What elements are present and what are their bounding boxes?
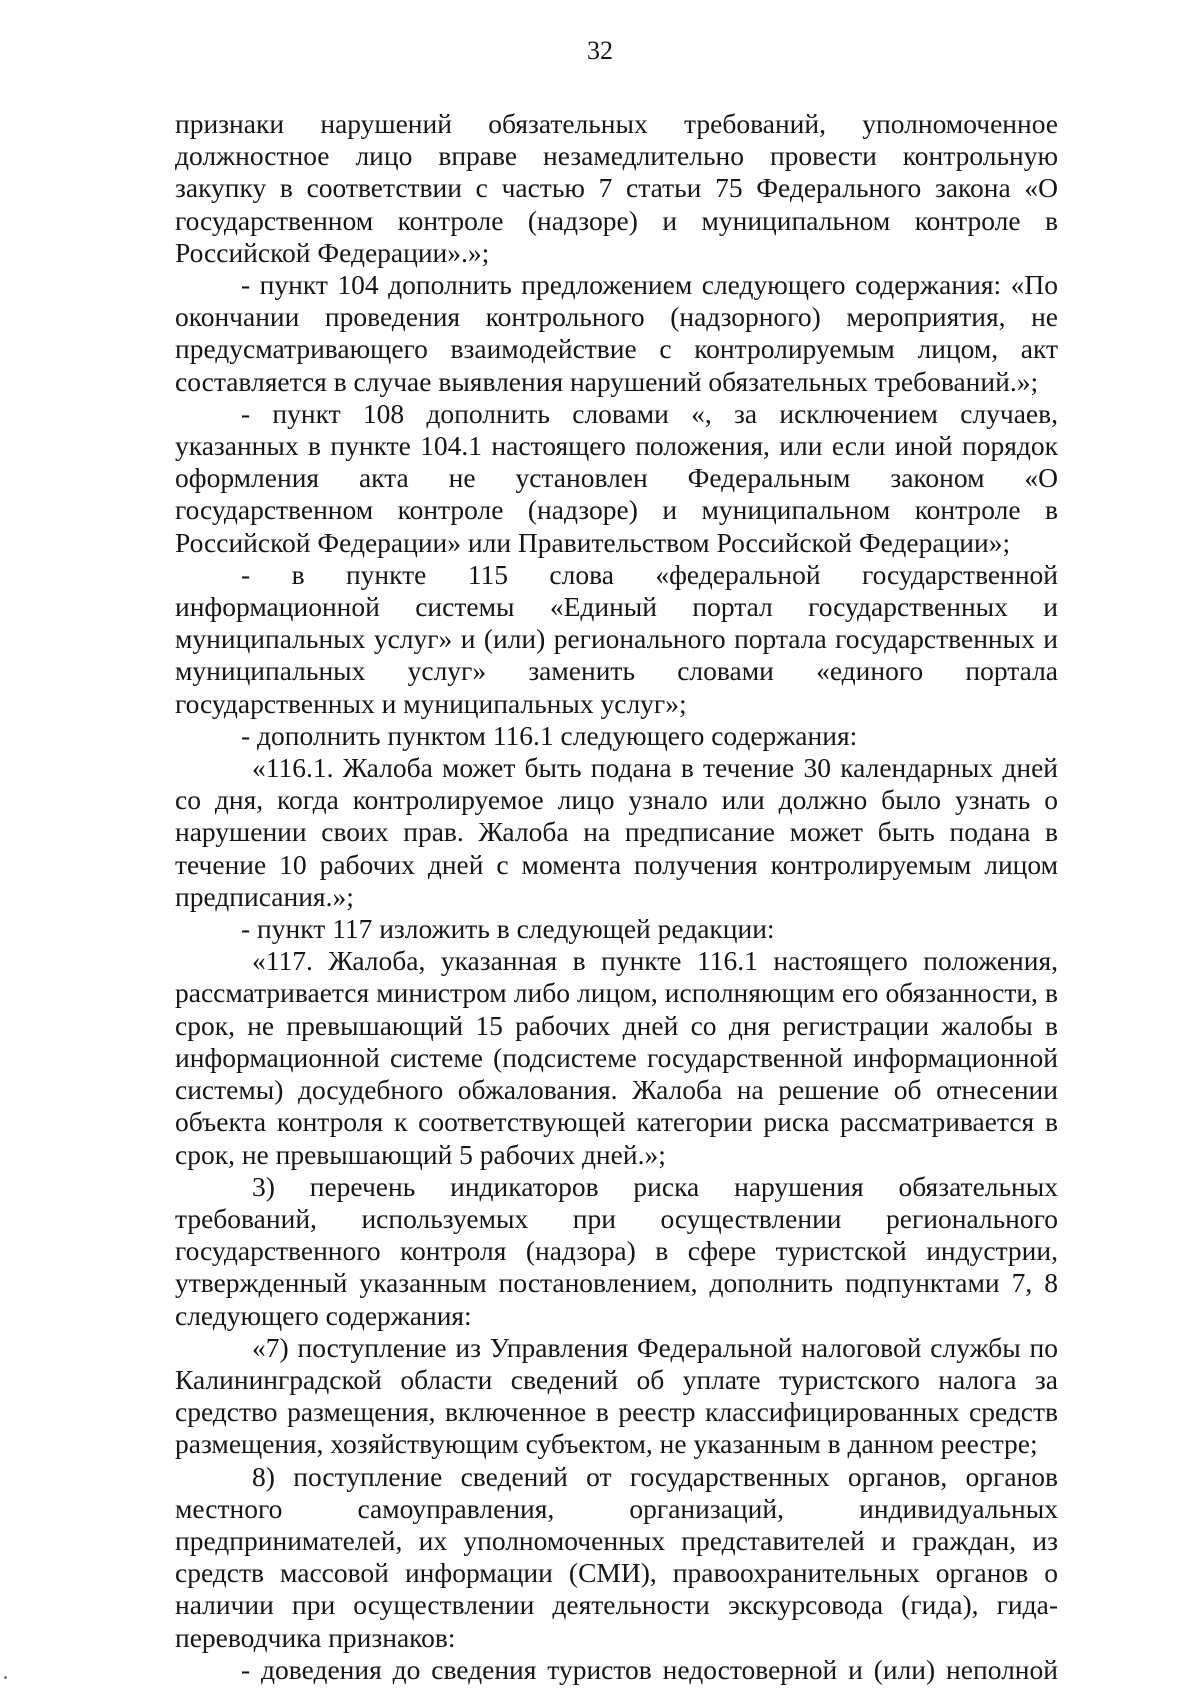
page-number: 32 — [587, 36, 613, 65]
scan-dot-mark — [4, 1676, 7, 1679]
paragraph-subitem-8: 8) поступление сведений от государственных органов, органов местного самоуправления, организаций, индивидуальных предпринимателей, их уполномоченных представителей и граждан, из средств массовой информации (СМИ), правоохранительных органов о наличии при осуществлении деятельности экскурсовода (гида), гида-переводчика признаков: — [175, 1460, 1058, 1653]
paragraph-item-117: - пункт 117 изложить в следующей редакции: — [241, 913, 775, 945]
paragraph-subitem-7: «7) поступление из Управления Федеральной налоговой службы по Калининградской области сведений об уплате туристского налога за средство размещения, включенное в реестр классифицированных средств размещения, хозяйствующим субъектом, не указанным в данном реестре; — [175, 1331, 1058, 1460]
document-body — [175, 108, 1058, 1686]
paragraph-item-108: - пункт 108 дополнить словами «, за исключением случаев, указанных в пункте 104.1 настоящего положения, или если иной порядок оформления акта не установлен Федеральным законом «О государственном контроле (надзоре) и муниципальном контроле в Российской Федерации» или Правительством Российской Федерации»; — [175, 397, 1058, 558]
paragraph-item-115: - в пункте 115 слова «федеральной государственной информационной системы «Единый портал государственных и муниципальных услуг» и (или) регионального портала государственных и муниципальных услуг» заменить словами «единого портала государственных и муниципальных услуг»; — [175, 558, 1058, 719]
paragraph-item-104: - пункт 104 дополнить предложением следующего содержания: «По окончании проведения контрольного (надзорного) мероприятия, не предусматривающего взаимодействие с контролируемым лицом, акт составляется в случае выявления нарушений обязательных требований.»; — [175, 269, 1058, 397]
paragraph-add-116-1: - дополнить пунктом 116.1 следующего содержания: — [241, 719, 858, 751]
paragraph-quote-116-1: «116.1. Жалоба может быть подана в течение 30 календарных дней со дня, когда контролируемое лицо узнало или должно было узнать о нарушении своих прав. Жалоба на предписание может быть подана в течение 10 рабочих дней с момента получения контролируемым лицом предписания.»; — [175, 752, 1058, 912]
paragraph-continuation: признаки нарушений обязательных требований, уполномоченное должностное лицо вправе незамедлительно провести контрольную закупку в соответствии с частью 7 статьи 75 Федерального закона «О государственном контроле (надзоре) и муниципальном контроле в Российской Федерации».»; — [175, 108, 1058, 268]
paragraph-dash-item: - доведения до сведения туристов недостоверной и (или) неполной — [241, 1653, 1058, 1685]
paragraph-item-3: 3) перечень индикаторов риска нарушения обязательных требований, используемых при осуществлении регионального государственного контроля (надзора) в сфере туристской индустрии, утвержденный указанным постановлением, дополнить подпунктами 7, 8 следующего содержания: — [175, 1170, 1058, 1331]
paragraph-quote-117: «117. Жалоба, указанная в пункте 116.1 настоящего положения, рассматривается министром либо лицом, исполняющим его обязанности, в срок, не превышающий 15 рабочих дней со дня регистрации жалобы в информационной системе (подсистеме государственной информационной системы) досудебного обжалования. Жалоба на решение об отнесении объекта контроля к соответствующей категории риска рассматривается в срок, не превышающий 5 рабочих дней.»; — [175, 945, 1058, 1170]
